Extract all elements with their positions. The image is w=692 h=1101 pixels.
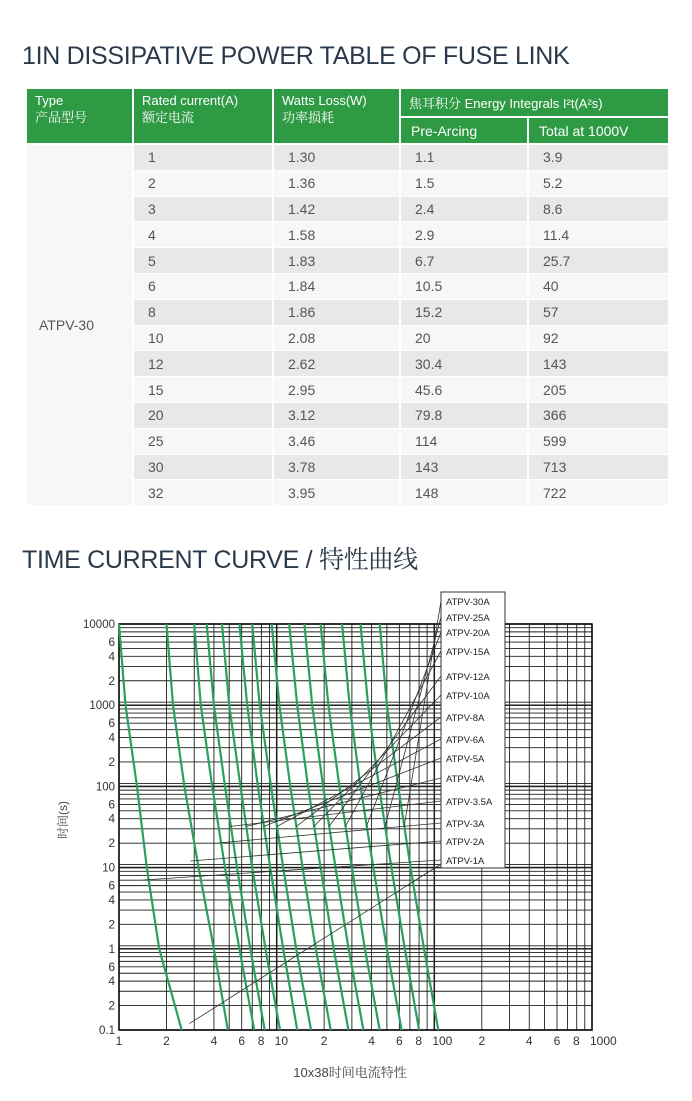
legend-label: ATPV-3A <box>446 819 485 830</box>
total-cell: 92 <box>528 325 669 351</box>
type-cell: ATPV-30 <box>27 144 133 506</box>
pre-arcing-cell: 114 <box>400 428 528 454</box>
rated-current-cell: 2 <box>133 170 273 196</box>
pre-arcing-cell: 2.4 <box>400 196 528 222</box>
y-tick-label: 6 <box>108 635 115 650</box>
watts-loss-cell: 1.36 <box>273 170 400 196</box>
y-tick-label: 4 <box>108 974 115 989</box>
header-energy: 焦耳积分 Energy Integrals I²t(A²s) <box>400 89 669 117</box>
chart-legend <box>441 592 505 868</box>
rated-current-cell: 8 <box>133 299 273 325</box>
y-tick-label: 6 <box>108 959 115 974</box>
header-pre-arcing: Pre-Arcing <box>400 117 528 144</box>
watts-loss-cell: 1.30 <box>273 144 400 170</box>
total-cell: 713 <box>528 454 669 480</box>
watts-loss-cell: 3.12 <box>273 402 400 428</box>
legend-label: ATPV-8A <box>446 713 485 724</box>
watts-loss-cell: 1.58 <box>273 222 400 248</box>
y-tick-label: 100 <box>95 781 115 794</box>
x-tick-label: 6 <box>553 1034 561 1048</box>
x-tick-label: 100 <box>432 1034 453 1048</box>
y-axis-label: 时间(s) <box>56 801 70 839</box>
rated-current-cell: 3 <box>133 196 273 222</box>
pre-arcing-cell: 30.4 <box>400 351 528 377</box>
total-cell: 11.4 <box>528 222 669 248</box>
y-tick-label: 4 <box>108 892 115 907</box>
header-type <box>27 89 133 144</box>
total-cell: 3.9 <box>528 144 669 170</box>
x-tick-label: 2 <box>320 1034 328 1048</box>
pre-arcing-cell: 143 <box>400 454 528 480</box>
rated-current-cell: 12 <box>133 351 273 377</box>
x-axis-label: 10x38时间电流特性 <box>293 1065 407 1080</box>
rated-current-cell: 5 <box>133 248 273 274</box>
y-tick-label: 4 <box>108 730 115 745</box>
chart-legend-leaders <box>143 601 441 1024</box>
total-cell: 8.6 <box>528 196 669 222</box>
y-tick-label: 10000 <box>83 619 115 631</box>
x-tick-label: 4 <box>525 1034 533 1048</box>
header-watts-en: Watts Loss(W) <box>282 93 367 108</box>
rated-current-cell: 20 <box>133 402 273 428</box>
x-tick-label: 8 <box>573 1034 580 1048</box>
rated-current-cell: 30 <box>133 454 273 480</box>
total-cell: 57 <box>528 299 669 325</box>
header-watts <box>273 89 400 144</box>
header-current-en: Rated current(A) <box>142 93 239 108</box>
watts-loss-cell: 2.62 <box>273 351 400 377</box>
total-cell: 205 <box>528 377 669 403</box>
y-tick-label: 2 <box>108 998 115 1013</box>
y-tick-label: 0.1 <box>99 1025 115 1037</box>
header-watts-cn: 功率损耗 <box>282 110 335 125</box>
rated-current-cell: 25 <box>133 428 273 454</box>
legend-label: ATPV-25A <box>446 613 490 624</box>
x-tick-label: 2 <box>478 1034 486 1048</box>
pre-arcing-cell: 20 <box>400 325 528 351</box>
y-tick-label: 10 <box>102 862 115 875</box>
watts-loss-cell: 3.46 <box>273 428 400 454</box>
legend-leader <box>143 860 441 880</box>
pre-arcing-cell: 15.2 <box>400 299 528 325</box>
pre-arcing-cell: 10.5 <box>400 273 528 299</box>
curve-title: TIME CURRENT CURVE / 特性曲线 <box>22 546 418 574</box>
rated-current-cell: 4 <box>133 222 273 248</box>
y-tick-label: 4 <box>108 649 115 664</box>
x-tick-label: 8 <box>257 1034 265 1048</box>
legend-label: ATPV-3.5A <box>446 797 493 808</box>
rated-current-cell: 1 <box>133 144 273 170</box>
total-cell: 40 <box>528 273 669 299</box>
legend-leader <box>314 695 441 826</box>
x-tick-label: 4 <box>210 1034 218 1048</box>
pre-arcing-cell: 79.8 <box>400 402 528 428</box>
y-tick-label: 2 <box>108 673 115 688</box>
pre-arcing-cell: 45.6 <box>400 377 528 403</box>
legend-leader <box>329 676 441 826</box>
header-current-cn: 额定电流 <box>142 110 195 125</box>
header-type-cn: 产品型号 <box>35 110 88 125</box>
total-cell: 5.2 <box>528 170 669 196</box>
legend-leader <box>345 651 441 826</box>
header-current <box>133 89 273 144</box>
total-cell: 722 <box>528 480 669 506</box>
watts-loss-cell: 3.78 <box>273 454 400 480</box>
y-tick-label: 6 <box>108 797 115 812</box>
y-tick-label: 1000 <box>89 700 115 713</box>
chart-x-ticks <box>116 1034 617 1048</box>
watts-loss-cell: 2.08 <box>273 325 400 351</box>
total-cell: 599 <box>528 428 669 454</box>
rated-current-cell: 10 <box>133 325 273 351</box>
legend-label: ATPV-20A <box>446 628 490 639</box>
y-tick-label: 1 <box>108 943 115 956</box>
time-current-chart <box>0 580 692 1101</box>
watts-loss-cell: 3.95 <box>273 480 400 506</box>
total-cell: 366 <box>528 402 669 428</box>
watts-loss-cell: 1.84 <box>273 273 400 299</box>
plot-frame <box>119 624 592 1030</box>
legend-label: ATPV-1A <box>446 856 485 867</box>
pre-arcing-cell: 1.5 <box>400 170 528 196</box>
rated-current-cell: 15 <box>133 377 273 403</box>
x-tick-label: 2 <box>163 1034 170 1048</box>
y-tick-label: 2 <box>108 917 115 932</box>
power-table <box>27 89 670 506</box>
legend-label: ATPV-5A <box>446 754 485 765</box>
pre-arcing-cell: 2.9 <box>400 222 528 248</box>
legend-leader <box>190 841 441 861</box>
rated-current-cell: 6 <box>133 273 273 299</box>
table-row <box>27 144 669 170</box>
x-tick-label: 4 <box>368 1034 375 1048</box>
y-tick-label: 2 <box>108 754 115 769</box>
total-cell: 25.7 <box>528 248 669 274</box>
y-tick-label: 6 <box>108 716 115 731</box>
legend-label: ATPV-30A <box>446 597 490 608</box>
curve-atpv-8a <box>272 624 331 1030</box>
legend-leader <box>277 739 441 826</box>
x-tick-label: 1000 <box>590 1034 617 1048</box>
x-tick-label: 6 <box>396 1034 403 1048</box>
chart-y-ticks <box>83 619 115 1037</box>
curve-atpv-3.5a <box>207 624 265 1030</box>
watts-loss-cell: 2.95 <box>273 377 400 403</box>
x-tick-label: 6 <box>238 1034 246 1048</box>
watts-loss-cell: 1.42 <box>273 196 400 222</box>
legend-label: ATPV-2A <box>446 837 485 848</box>
power-table-title: 1IN DISSIPATIVE POWER TABLE OF FUSE LINK <box>22 42 570 70</box>
legend-label: ATPV-4A <box>446 774 485 785</box>
x-tick-label: 8 <box>415 1034 423 1048</box>
y-tick-label: 2 <box>108 836 115 851</box>
watts-loss-cell: 1.83 <box>273 248 400 274</box>
rated-current-cell: 32 <box>133 480 273 506</box>
header-type-en: Type <box>35 93 64 108</box>
legend-label: ATPV-6A <box>446 735 485 746</box>
total-cell: 143 <box>528 351 669 377</box>
y-tick-label: 4 <box>108 811 115 826</box>
x-tick-label: 1 <box>115 1034 123 1048</box>
watts-loss-cell: 1.86 <box>273 299 400 325</box>
legend-label: ATPV-15A <box>446 647 490 658</box>
power-table-body <box>27 144 669 506</box>
pre-arcing-cell: 1.1 <box>400 144 528 170</box>
pre-arcing-cell: 148 <box>400 480 528 506</box>
legend-label: ATPV-12A <box>446 672 490 683</box>
y-tick-label: 6 <box>108 878 115 893</box>
pre-arcing-cell: 6.7 <box>400 248 528 274</box>
x-tick-label: 10 <box>274 1034 289 1048</box>
legend-label: ATPV-10A <box>446 691 490 702</box>
chart-grid <box>119 624 592 1030</box>
header-total: Total at 1000V <box>528 117 669 144</box>
